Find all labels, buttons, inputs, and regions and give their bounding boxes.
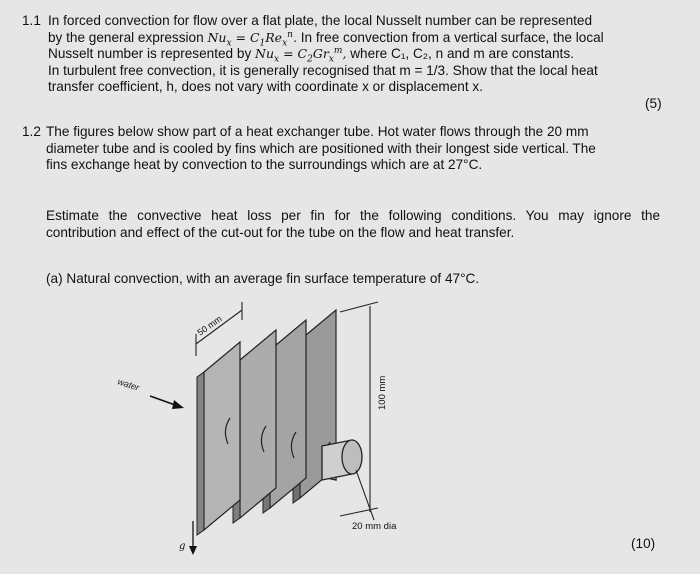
question-number-1-2: 1.2 xyxy=(22,124,41,139)
label-water: water xyxy=(116,376,141,393)
q11-line-3-suffix: where C₁, C₂, n and m are constants. xyxy=(350,46,574,61)
q11-line-5: transfer coefficient, h, does not vary with coordinate x or displacement x. xyxy=(48,79,483,94)
q11-line-3-prefix: Nusselt number is represented by xyxy=(48,46,252,61)
question-number-1-1: 1.1 xyxy=(22,13,41,28)
label-50mm: 50 mm xyxy=(195,313,224,338)
label-gravity: g xyxy=(179,541,186,552)
fin-1 xyxy=(197,342,240,535)
q11-line-2-prefix: by the general expression xyxy=(48,29,204,45)
height-dimension xyxy=(340,302,378,516)
water-arrow xyxy=(150,396,184,409)
q12-line-1: The figures below show part of a heat exchanger tube. Hot water flows through the 20 mm xyxy=(46,124,589,139)
label-100mm: 100 mm xyxy=(377,375,388,410)
label-20mm-dia: 20 mm dia xyxy=(352,521,397,532)
equation-free-convection: $Nu_x = C_2Gr_x^m$, xyxy=(255,45,347,65)
q11-line-4: In turbulent free convection, it is generally recognised that m = 1/3. Show that the local heat xyxy=(48,62,598,78)
part-a-line: (a) Natural convection, with an average fin surface temperature of 47°C. xyxy=(46,271,480,286)
q11-line-1: In forced convection for flow over a flat plate, the local Nusselt number can be represented xyxy=(48,13,593,28)
q12-instr-line-1: Estimate the convective heat loss per fin for the following conditions. You may ignore the xyxy=(46,208,660,223)
gravity-arrow xyxy=(189,521,197,555)
q12-line-3: fins exchange heat by convection to the surroundings which are at 27°C. xyxy=(46,157,483,172)
equation-forced-convection: $Nu_x = C_1Re_x^n$. xyxy=(207,29,297,48)
q12-instr-line-2: contribution and effect of the cut-out for the tube on the flow and heat transfer. xyxy=(46,224,515,240)
tube-end xyxy=(322,440,362,480)
marks-q11: (5) xyxy=(645,96,662,111)
marks-q12: (10) xyxy=(631,536,656,551)
q12-line-2: diameter tube and is cooled by fins which are positioned with their longest side vertical. The xyxy=(46,140,596,156)
q11-line-2-rest: In free convection from a vertical surface, the local xyxy=(300,29,604,45)
